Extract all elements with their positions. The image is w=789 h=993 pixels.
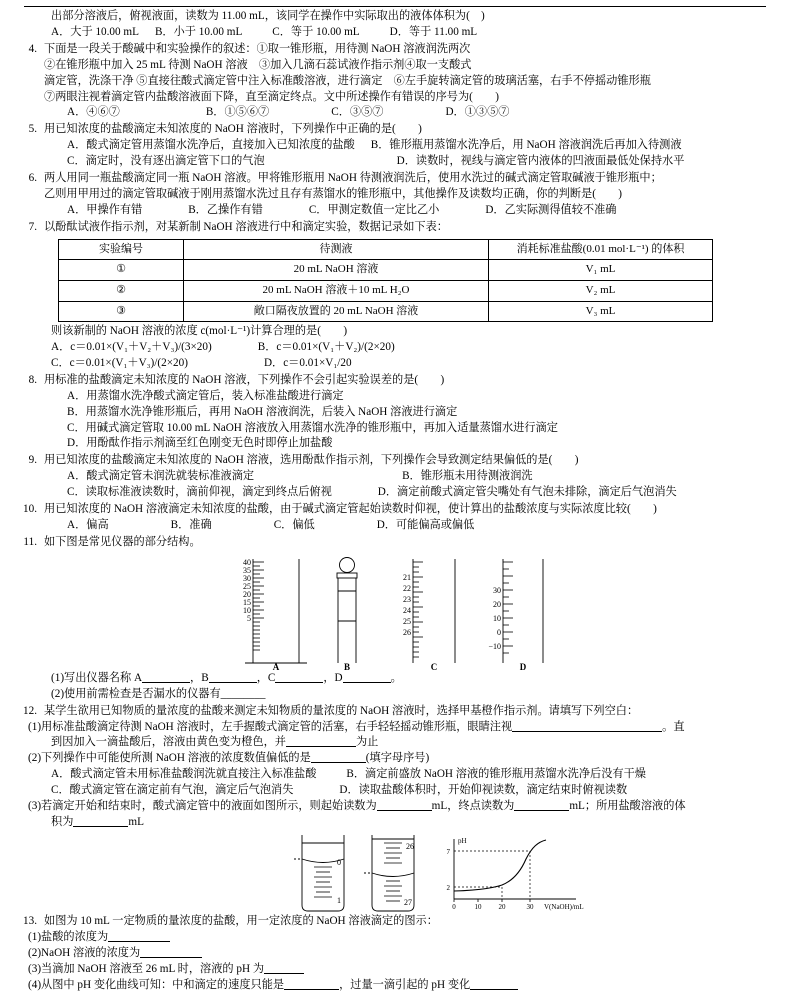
- question-6-options: [44, 203, 767, 219]
- question-3-options: [14, 25, 767, 41]
- question-11-number: 11.: [14, 535, 44, 551]
- a-tick-35: 35: [243, 566, 251, 575]
- q11-blank-d[interactable]: [343, 671, 391, 683]
- burette-start-bottom-label: 1: [337, 896, 341, 905]
- q12-blank-volume[interactable]: [73, 815, 128, 827]
- ph-xtick-30: 30: [527, 903, 535, 911]
- q13-sub3-text: (3)当滴加 NaOH 溶液至 26 mL 时，溶液的 pH 为: [28, 963, 264, 975]
- question-7-options-row2: [14, 356, 767, 372]
- q12-blank-endpoint[interactable]: [286, 735, 356, 747]
- table-cell-volume-2: V₂ mL: [489, 280, 713, 301]
- exam-page: [0, 6, 789, 946]
- question-11: [14, 535, 767, 551]
- d-tick-20: 20: [493, 600, 501, 609]
- q8-option-d[interactable]: D．用酚酞作指示剂滴至红色刚变无色时即停止加盐酸: [44, 436, 767, 452]
- instrument-d-thermometer: [503, 559, 543, 663]
- question-12-number: 12.: [14, 704, 44, 720]
- table-cell-exp-3: ③: [59, 301, 184, 322]
- ph-axis-y-label: pH: [458, 837, 467, 845]
- table-cell-exp-1: ①: [59, 260, 184, 281]
- a-tick-30: 30: [243, 574, 251, 583]
- question-13-sub-4: [14, 978, 767, 993]
- q6-option-c[interactable]: C．甲测定数值一定比乙小: [309, 203, 440, 219]
- q13-blank-ph-value[interactable]: [264, 962, 304, 974]
- q12-sub3-text-c: mL；所用盐酸溶液的体: [569, 800, 685, 812]
- question-10-options: [44, 518, 767, 534]
- question-10: [14, 502, 767, 534]
- question-9-number: 9.: [14, 453, 44, 469]
- q11-sub1-p3: ，C: [257, 672, 276, 684]
- c-tick-25: 25: [403, 617, 411, 626]
- question-13-sub-3: [14, 962, 767, 978]
- question-10-number: 10.: [14, 502, 44, 518]
- q12-option-a[interactable]: A．酸式滴定管未用标准盐酸润洗就直接注入标准盐酸: [51, 767, 316, 783]
- q13-sub2-text: (2)NaOH 溶液的浓度为: [28, 947, 140, 959]
- q4-option-c[interactable]: C．③⑤⑦: [331, 105, 383, 121]
- question-4-line-2: ②在锥形瓶中加入 25 mL 待测 NaOH 溶液 ③加入几滴石蕊试液作指示剂④取一支酸式: [44, 58, 767, 74]
- q12-sub1-text-d: 为止: [356, 736, 378, 748]
- table-row: [59, 280, 713, 301]
- instrument-a-label: A: [272, 662, 279, 672]
- q10-option-b[interactable]: B．准确: [171, 518, 212, 534]
- a-tick-10: 10: [243, 606, 251, 615]
- q6-option-a[interactable]: A．甲操作有错: [67, 203, 142, 219]
- q13-blank-ph-change[interactable]: [470, 978, 518, 990]
- c-tick-26: 26: [403, 628, 411, 637]
- instrument-d-tick-labels: [488, 586, 501, 651]
- table-cell-sample-3: 敞口隔夜放置的 20 mL NaOH 溶液: [184, 301, 489, 322]
- q13-blank-naoh-conc[interactable]: [140, 946, 202, 958]
- ph-axis-x-label: V(NaOH)/mL: [544, 903, 584, 911]
- question-3-stem-tail: 出部分溶液后，俯视液面，读数为 11.00 mL，该同学在操作中实际取出的液体体积为( ): [14, 9, 767, 25]
- q11-sub1-pre: (1)写出仪器名称 A: [51, 672, 142, 684]
- question-12-sub-1: [14, 720, 767, 736]
- q6-option-b[interactable]: B．乙操作有错: [188, 203, 263, 219]
- q11-blank-b[interactable]: [209, 671, 257, 683]
- a-tick-20: 20: [243, 590, 251, 599]
- table-header-row: [59, 239, 713, 260]
- table-header-cell-2: 消耗标准盐酸(0.01 mol·L⁻¹) 的体积: [489, 239, 713, 260]
- question-4-options: [44, 105, 767, 121]
- q7-option-d[interactable]: D．c＝0.01×V₁/20: [264, 356, 352, 372]
- q9-option-c[interactable]: C．读取标准液读数时，滴前仰视，滴定到终点后俯视: [67, 485, 332, 501]
- question-9-stem: 用已知浓度的盐酸滴定未知浓度的 NaOH 溶液，选用酚酞作指示剂，下列操作会导致测定结果偏低的是( ): [44, 453, 767, 469]
- question-4-line-3: 滴定管，洗涤干净 ⑤直接往酸式滴定管中注入标准酸溶液，进行滴定 ⑥左手旋转滴定管的玻璃活塞，右手不停摇动锥形瓶: [44, 74, 767, 90]
- q5-option-d[interactable]: D．读数时，视线与滴定管内液体的凹液面最低处保持水平: [397, 154, 685, 170]
- burettes-and-ph-plot: [294, 833, 584, 913]
- q11-sub1-p2: ，B: [190, 672, 209, 684]
- q9-option-d[interactable]: D．滴定前酸式滴定管尖嘴处有气泡未排除，滴定后气泡消失: [378, 485, 677, 501]
- q11-sub1-end: 。: [391, 672, 402, 684]
- q12-sub1-text-c: 到因加入一滴盐酸后，溶液由黄色变为橙色，并: [51, 736, 286, 748]
- table-header-cell-0: 实验编号: [59, 239, 184, 260]
- question-12-sub-3: [14, 799, 767, 815]
- c-tick-23: 23: [403, 595, 411, 604]
- q7-option-c[interactable]: C．c＝0.01×(V₁＋V₃)/(2×20): [51, 356, 188, 372]
- a-tick-40: 40: [243, 558, 251, 567]
- question-13-stem: 如图为 10 mL 一定物质的量浓度的盐酸，用一定浓度的 NaOH 溶液滴定的图示：: [44, 914, 767, 930]
- question-12: [14, 704, 767, 720]
- q12-blank-observe[interactable]: [512, 720, 662, 732]
- q11-blank-a[interactable]: [142, 671, 190, 683]
- q13-blank-hcl-conc[interactable]: [108, 930, 170, 942]
- table-header-cell-1: 待测液: [184, 239, 489, 260]
- q12-sub1-text-b: 。直: [662, 721, 684, 733]
- q12-sub2-tail: (填字母序号): [366, 752, 429, 764]
- question-5-stem: 用已知浓度的盐酸滴定未知浓度的 NaOH 溶液时，下列操作中正确的是( ): [44, 122, 767, 138]
- q8-option-c[interactable]: C．用碱式滴定管取 10.00 mL NaOH 溶液放入用蒸馏水洗净的锥形瓶中，再加入适量蒸馏水进行滴定: [44, 421, 767, 437]
- q4-option-a[interactable]: A．④⑥⑦: [67, 105, 120, 121]
- q12-blank-final-reading[interactable]: [514, 799, 569, 811]
- question-12-options-row1: [14, 767, 767, 783]
- question-5-number: 5.: [14, 122, 44, 138]
- question-4-line-1: 下面是一段关于酸碱中和实验操作的叙述：①取一锥形瓶，用待测 NaOH 溶液润洗两次: [44, 42, 767, 58]
- q12-option-c[interactable]: C．酸式滴定管在滴定前有气泡，滴定后气泡消失: [51, 783, 293, 799]
- d-tick-minus10: −10: [488, 642, 501, 651]
- q3-option-b[interactable]: B．小于 10.00 mL: [155, 25, 242, 41]
- question-12-sub-2: [14, 751, 767, 767]
- content-area: [0, 9, 789, 993]
- q12-option-b[interactable]: B．滴定前盛放 NaOH 溶液的锥形瓶用蒸馏水洗净后没有干燥: [346, 767, 646, 783]
- q3-option-d[interactable]: D．等于 11.00 mL: [390, 25, 478, 41]
- question-4: [14, 42, 767, 122]
- instrument-c-tick-labels: [403, 573, 411, 637]
- q12-sub2-text: (2)下列操作中可能使所测 NaOH 溶液的浓度数值偏低的是: [28, 752, 311, 764]
- question-8-number: 8.: [14, 373, 44, 389]
- c-tick-21: 21: [403, 573, 411, 582]
- question-6-line-2: 乙则用甲用过的滴定管取碱液于刚用蒸馏水洗过且存有蒸馏水的锥形瓶中，其他操作及读数均正确，你的判断是( ): [44, 187, 767, 203]
- question-9: [14, 453, 767, 501]
- question-11-sub-2: [14, 687, 767, 703]
- table-row: [59, 301, 713, 322]
- question-7-table: [58, 239, 713, 322]
- q12-sub3-text-b: mL，终点读数为: [432, 800, 515, 812]
- q3-option-a[interactable]: A．大于 10.00 mL: [51, 25, 139, 41]
- burette-end-bottom-label: 27: [404, 898, 412, 907]
- header-rule: [24, 6, 766, 7]
- question-11-stem: 如下图是常见仪器的部分结构。: [44, 535, 767, 551]
- question-7: [14, 220, 767, 236]
- q10-option-d[interactable]: D．可能偏高或偏低: [377, 518, 475, 534]
- q3-option-c[interactable]: C．等于 10.00 mL: [272, 25, 359, 41]
- ph-xtick-0: 0: [452, 903, 456, 911]
- q9-option-b[interactable]: B．锥形瓶未用待测液润洗: [402, 469, 533, 485]
- question-9-options-row1: [44, 469, 767, 485]
- question-5-options-row1: [44, 138, 767, 154]
- q12-sub1-text-a: (1)用标准盐酸滴定待测 NaOH 溶液时，左手握酸式滴定管的活塞，右手轻轻摇动锥形瓶，眼睛注视: [28, 721, 512, 733]
- q11-blank-c[interactable]: [275, 671, 323, 683]
- ph-ytick-7: 7: [447, 848, 451, 856]
- burette-start-top-label: 0: [337, 858, 341, 867]
- question-12-stem: 某学生欲用已知物质的量浓度的盐酸来测定未知物质的量浓度的 NaOH 溶液时，选择甲基橙作指示剂。请填写下列空白：: [44, 704, 767, 720]
- instrument-d-label: D: [519, 662, 526, 672]
- table-cell-sample-1: 20 mL NaOH 溶液: [184, 260, 489, 281]
- q8-option-a[interactable]: A．用蒸馏水洗净酸式滴定管后，装入标准盐酸进行滴定: [44, 389, 767, 405]
- question-4-line-4: ⑦两眼注视着滴定管内盐酸溶液面下降，直至滴定终点。文中所述操作有错误的序号为( ): [44, 90, 767, 106]
- q10-option-a[interactable]: A．偏高: [67, 518, 109, 534]
- q11-sub2-text: (2)使用前需检查是否漏水的仪器有________: [51, 688, 265, 700]
- question-6-number: 6.: [14, 171, 44, 187]
- table-row: [59, 260, 713, 281]
- question-11-figure: [14, 553, 767, 671]
- question-12-options-row2: [14, 783, 767, 799]
- question-9-options-row2: [44, 485, 767, 501]
- instruments-diagram: [231, 553, 551, 671]
- question-10-stem: 用已知浓度的 NaOH 溶液滴定未知浓度的盐酸，由于碱式滴定管起始读数时仰视，使计算出的盐酸浓度与实际浓度比较( ): [44, 502, 767, 518]
- instrument-a-tick-labels: [243, 558, 251, 623]
- d-tick-10: 10: [493, 614, 501, 623]
- q5-option-b[interactable]: B．锥形瓶用蒸馏水洗净后，用 NaOH 溶液润洗后再加入待测液: [371, 138, 682, 154]
- question-8-stem: 用标准的盐酸滴定未知浓度的 NaOH 溶液，下列操作不会引起实验误差的是( ): [44, 373, 767, 389]
- q13-sub4-text-a: (4)从图中 pH 变化曲线可知：中和滴定的速度只能是: [28, 979, 284, 991]
- question-5-options-row2: [44, 154, 767, 170]
- q11-sub1-p4: ，D: [323, 672, 342, 684]
- a-tick-25: 25: [243, 582, 251, 591]
- instrument-b-volumetric-flask: [337, 557, 357, 663]
- q4-option-d[interactable]: D．①③⑤⑦: [445, 105, 509, 121]
- q12-blank-initial-reading[interactable]: [377, 799, 432, 811]
- q12-sub3-text-d: 积为: [51, 816, 73, 828]
- q7-option-a[interactable]: A．c＝0.01×(V₁＋V₂＋V₃)/(3×20): [51, 340, 212, 356]
- table-cell-volume-1: V₁ mL: [489, 260, 713, 281]
- question-13-sub-2: [14, 946, 767, 962]
- question-11-sub-1: [14, 671, 767, 687]
- q4-option-b[interactable]: B．①⑤⑥⑦: [206, 105, 269, 121]
- question-7-options-row1: [14, 340, 767, 356]
- ph-xtick-10: 10: [475, 903, 483, 911]
- ph-xtick-20: 20: [499, 903, 507, 911]
- instrument-a-graduated-cylinder: [245, 559, 307, 663]
- q7-option-b[interactable]: B．c＝0.01×(V₁＋V₂)/(2×20): [258, 340, 395, 356]
- question-12-figure: [14, 833, 767, 913]
- d-tick-0: 0: [497, 628, 501, 637]
- q5-option-a[interactable]: A．酸式滴定管用蒸馏水洗净后，直接加入已知浓度的盐酸: [67, 138, 355, 154]
- d-tick-30: 30: [493, 586, 501, 595]
- question-12-sub-3-cont: [14, 815, 767, 831]
- burette-end-top-label: 26: [406, 842, 414, 851]
- question-13-sub-1: [14, 930, 767, 946]
- table-cell-sample-2: 20 mL NaOH 溶液＋10 mL H₂O: [184, 280, 489, 301]
- instrument-c-burette: [413, 559, 455, 663]
- table-cell-volume-3: V₃ mL: [489, 301, 713, 322]
- q12-sub3-text-e: mL: [128, 816, 144, 828]
- question-7-number: 7.: [14, 220, 44, 236]
- ph-titration-plot: [454, 839, 576, 902]
- q13-sub4-text-b: ，过量一滴引起的 pH 变化: [339, 979, 470, 991]
- c-tick-22: 22: [403, 584, 411, 593]
- question-4-number: 4.: [14, 42, 44, 58]
- c-tick-24: 24: [403, 606, 411, 615]
- question-13: [14, 914, 767, 930]
- question-12-sub-1-cont: [14, 735, 767, 751]
- q12-option-d[interactable]: D．读取盐酸体积时，开始仰视读数，滴定结束时俯视读数: [339, 783, 627, 799]
- a-tick-5: 5: [247, 614, 251, 623]
- a-tick-15: 15: [243, 598, 251, 607]
- q13-sub1-text: (1)盐酸的浓度为: [28, 931, 108, 943]
- q5-option-c[interactable]: C．滴定时，没有逐出滴定管下口的气泡: [67, 154, 265, 170]
- instrument-b-label: B: [343, 662, 349, 672]
- question-7-stem: 以酚酞试液作指示剂，对某新制 NaOH 溶液进行中和滴定实验，数据记录如下表：: [44, 220, 767, 236]
- q10-option-c[interactable]: C．偏低: [274, 518, 315, 534]
- q12-sub3-text-a: (3)若滴定开始和结束时，酸式滴定管中的液面如图所示，则起始读数为: [28, 800, 377, 812]
- question-8: [14, 373, 767, 453]
- table-cell-exp-2: ②: [59, 280, 184, 301]
- question-6-line-1: 两人用同一瓶盐酸滴定同一瓶 NaOH 溶液。甲将锥形瓶用 NaOH 待测液润洗后，使用水洗过的碱式滴定管取碱液于锥形瓶中；: [44, 171, 767, 187]
- q13-blank-speed[interactable]: [284, 978, 339, 990]
- question-13-number: 13.: [14, 914, 44, 930]
- instrument-c-label: C: [430, 662, 437, 672]
- q6-option-d[interactable]: D．乙实际测得值较不准确: [485, 203, 616, 219]
- q9-option-a[interactable]: A．酸式滴定管未润洗就装标准液滴定: [67, 469, 254, 485]
- q8-option-b[interactable]: B．用蒸馏水洗净锥形瓶后，再用 NaOH 溶液润洗，后装入 NaOH 溶液进行滴定: [44, 405, 767, 421]
- question-7-ask: 则该新制的 NaOH 溶液的浓度 c(mol·L⁻¹)计算合理的是( ): [14, 324, 767, 340]
- ph-ytick-2: 2: [447, 884, 451, 892]
- q12-blank-choice[interactable]: [311, 751, 366, 763]
- question-6: [14, 171, 767, 219]
- question-5: [14, 122, 767, 170]
